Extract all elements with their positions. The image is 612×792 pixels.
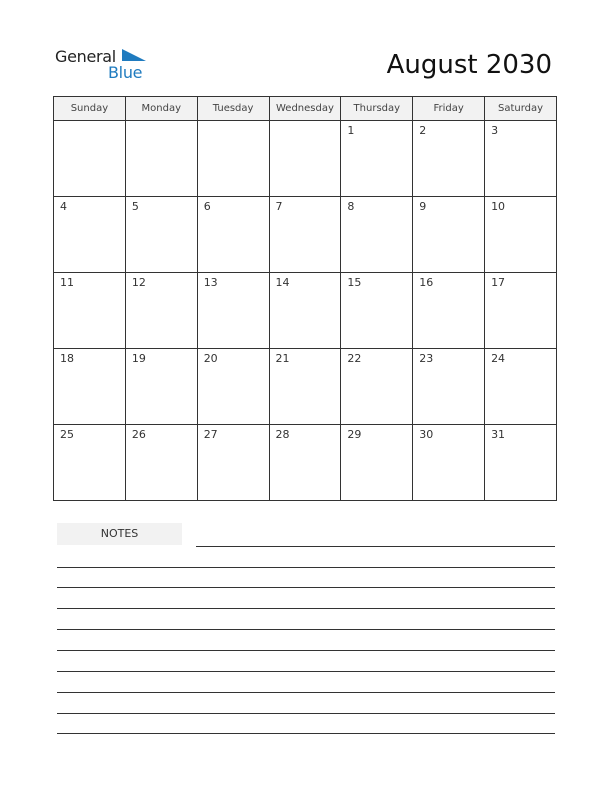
notes-line	[57, 608, 555, 609]
notes-line	[57, 587, 555, 588]
day-cell	[269, 197, 341, 273]
notes-line	[57, 629, 555, 630]
notes-line	[196, 546, 555, 547]
weekday-header: Wednesday	[269, 97, 341, 121]
weekday-header-row	[54, 97, 557, 121]
day-number: 18	[60, 352, 74, 365]
day-number: 2	[419, 124, 427, 137]
day-number	[198, 121, 269, 124]
day-number: 6	[203, 200, 211, 213]
day-number: 15	[347, 276, 362, 289]
day-cell	[485, 197, 557, 273]
day-cell	[413, 197, 485, 273]
weekday-header: Monday	[125, 97, 197, 121]
day-number: 31	[491, 428, 506, 441]
day-cell	[197, 273, 269, 349]
week-row	[54, 425, 557, 501]
notes-line	[57, 733, 555, 734]
day-cell	[413, 425, 485, 501]
day-number: 26	[131, 428, 146, 441]
day-number: 29	[347, 428, 362, 441]
day-cell	[341, 121, 413, 197]
day-number: 20	[203, 352, 218, 365]
day-number: 14	[275, 276, 290, 289]
day-number: 30	[419, 428, 434, 441]
day-cell	[197, 197, 269, 273]
day-number: 22	[347, 352, 362, 365]
day-cell	[125, 425, 197, 501]
day-number	[270, 121, 341, 124]
day-number	[54, 121, 125, 124]
day-cell	[341, 425, 413, 501]
day-cell	[54, 273, 126, 349]
day-number: 11	[60, 276, 74, 289]
day-number: 27	[203, 428, 218, 441]
weekday-header: Saturday	[485, 97, 557, 121]
day-cell	[485, 273, 557, 349]
day-number: 3	[491, 124, 499, 137]
day-cell	[269, 121, 341, 197]
day-cell	[125, 349, 197, 425]
day-cell	[125, 273, 197, 349]
notes-line	[57, 692, 555, 693]
day-cell	[413, 121, 485, 197]
day-number: 21	[275, 352, 290, 365]
day-cell	[197, 349, 269, 425]
notes-line	[57, 650, 555, 651]
day-cell	[341, 273, 413, 349]
day-cell	[485, 349, 557, 425]
day-cell	[269, 273, 341, 349]
notes-line	[57, 713, 555, 714]
day-number: 5	[131, 200, 139, 213]
day-number: 12	[131, 276, 146, 289]
day-cell	[485, 425, 557, 501]
day-cell	[125, 197, 197, 273]
logo-text-general: General	[55, 47, 116, 66]
day-number: 10	[491, 200, 506, 213]
weekday-header: Thursday	[341, 97, 413, 121]
weekday-header: Sunday	[54, 97, 126, 121]
day-number: 25	[60, 428, 74, 441]
day-number: 13	[203, 276, 218, 289]
notes-line	[57, 671, 555, 672]
day-number: 23	[419, 352, 434, 365]
month-title: August 2030	[386, 50, 552, 80]
day-number: 24	[491, 352, 506, 365]
day-cell	[341, 349, 413, 425]
notes-line	[57, 567, 555, 568]
day-cell	[54, 425, 126, 501]
day-number: 19	[131, 352, 146, 365]
day-cell	[341, 197, 413, 273]
day-number: 9	[419, 200, 427, 213]
day-cell	[54, 197, 126, 273]
day-number: 16	[419, 276, 434, 289]
day-number: 28	[275, 428, 290, 441]
generalblue-logo	[55, 47, 155, 83]
calendar-grid	[53, 96, 557, 501]
week-row	[54, 121, 557, 197]
weekday-header: Friday	[413, 97, 485, 121]
day-number: 8	[347, 200, 355, 213]
day-cell	[413, 349, 485, 425]
week-row	[54, 197, 557, 273]
day-cell	[197, 425, 269, 501]
weekday-header: Tuesday	[197, 97, 269, 121]
day-cell	[54, 349, 126, 425]
day-cell	[413, 273, 485, 349]
day-cell	[54, 121, 126, 197]
week-row	[54, 349, 557, 425]
day-cell	[269, 349, 341, 425]
week-row	[54, 273, 557, 349]
notes-label: NOTES	[57, 523, 182, 545]
day-number: 7	[275, 200, 283, 213]
day-cell	[197, 121, 269, 197]
day-cell	[125, 121, 197, 197]
day-number: 4	[60, 200, 67, 213]
day-cell	[485, 121, 557, 197]
day-number: 17	[491, 276, 506, 289]
day-cell	[269, 425, 341, 501]
logo-text-blue: Blue	[108, 63, 143, 82]
day-number: 1	[347, 124, 355, 137]
day-number	[126, 121, 197, 124]
